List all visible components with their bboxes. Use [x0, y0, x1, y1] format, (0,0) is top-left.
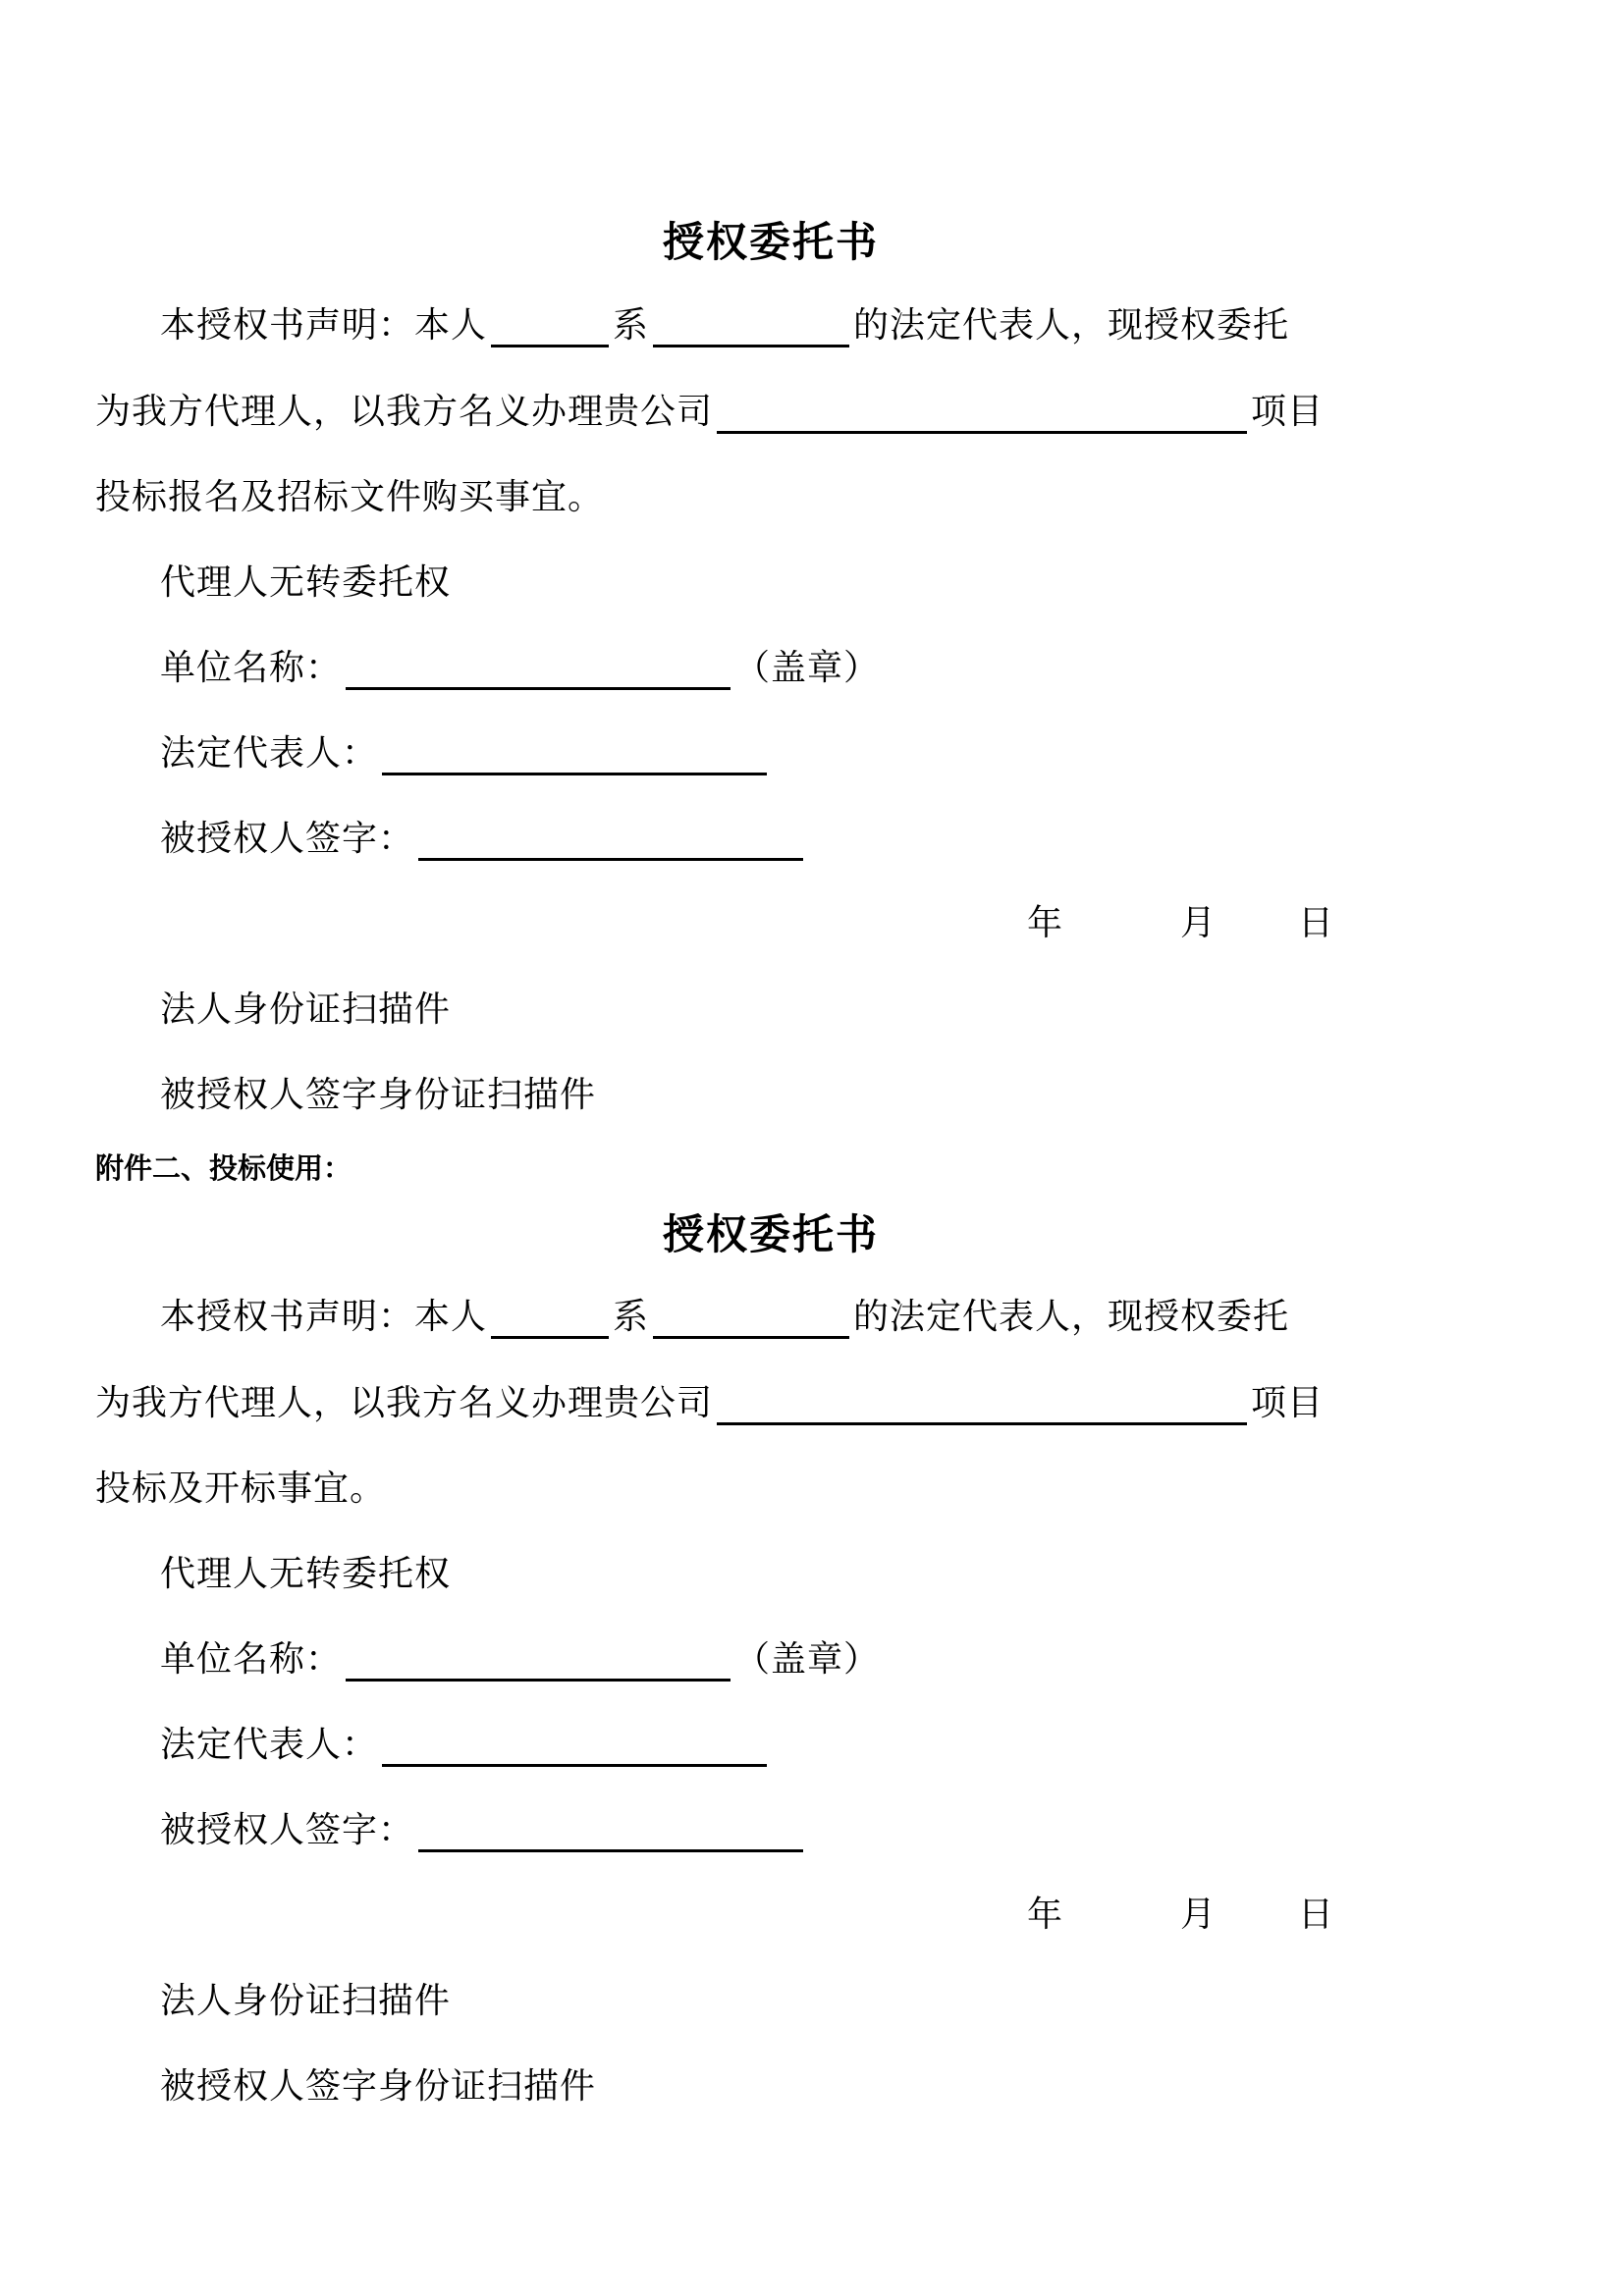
legal-rep-row: [160, 732, 771, 775]
signature-row-2: [160, 1809, 807, 1852]
unit-name-blank[interactable]: [346, 1647, 731, 1682]
purpose-line-2: 投标及开标事宜。: [95, 1468, 387, 1509]
date-day-2: 日: [1298, 1895, 1334, 1935]
attachment-agent-id-2: 被授权人签字身份证扫描件: [160, 2066, 597, 2107]
legal-rep-blank[interactable]: [382, 741, 767, 775]
attachment-legal-id: 法人身份证扫描件: [160, 989, 452, 1030]
agent-prefix: 为我方代理人，以我方名义办理贵公司: [95, 1383, 714, 1423]
seal-note: （盖章）: [734, 1639, 881, 1680]
unit-name-row-2: [160, 1638, 880, 1682]
legal-rep-blank[interactable]: [382, 1733, 767, 1767]
statement-suffix: 的法定代表人，现授权委托: [853, 305, 1290, 346]
statement-suffix: 的法定代表人，现授权委托: [853, 1297, 1290, 1337]
name-blank[interactable]: [491, 1305, 609, 1339]
unit-name-blank[interactable]: [346, 656, 731, 690]
no-delegation-text-2: 代理人无转委托权: [160, 1554, 452, 1594]
unit-name-row: [160, 647, 880, 690]
date-day: 日: [1298, 903, 1334, 943]
agent-suffix: 项目: [1251, 392, 1325, 432]
signature-label: 被授权人签字：: [160, 1810, 415, 1850]
document-title-2: 授权委托书: [662, 1210, 879, 1258]
legal-rep-row-2: [160, 1724, 771, 1767]
unit-name-label: 单位名称：: [160, 1639, 343, 1680]
purpose-line: 投标报名及招标文件购买事宜。: [95, 477, 605, 517]
seal-note: （盖章）: [734, 648, 881, 688]
company-blank[interactable]: [653, 1305, 849, 1339]
signature-row: [160, 818, 807, 861]
agent-line: [95, 391, 1324, 434]
statement-prefix: 本授权书声明：本人: [160, 305, 488, 346]
legal-rep-label: 法定代表人：: [160, 733, 379, 774]
date-year: 年: [1027, 903, 1063, 943]
project-blank[interactable]: [717, 400, 1247, 434]
date-year-2: 年: [1027, 1895, 1063, 1935]
no-delegation-text: 代理人无转委托权: [160, 562, 452, 603]
statement-mid: 系: [613, 1297, 650, 1337]
statement-line: [160, 304, 1289, 347]
signature-blank[interactable]: [418, 827, 803, 861]
attachment-agent-id: 被授权人签字身份证扫描件: [160, 1075, 597, 1115]
agent-suffix: 项目: [1251, 1383, 1325, 1423]
appendix-heading: 附件二、投标使用：: [95, 1151, 352, 1185]
signature-blank[interactable]: [418, 1818, 803, 1852]
legal-rep-label: 法定代表人：: [160, 1725, 379, 1765]
document-title: 授权委托书: [662, 218, 879, 266]
unit-name-label: 单位名称：: [160, 648, 343, 688]
attachment-legal-id-2: 法人身份证扫描件: [160, 1981, 452, 2021]
date-month-2: 月: [1180, 1895, 1217, 1935]
agent-prefix: 为我方代理人，以我方名义办理贵公司: [95, 392, 714, 432]
statement-mid: 系: [613, 305, 650, 346]
statement-prefix: 本授权书声明：本人: [160, 1297, 488, 1337]
project-blank[interactable]: [717, 1391, 1247, 1425]
agent-line-2: [95, 1382, 1324, 1425]
name-blank[interactable]: [491, 313, 609, 347]
company-blank[interactable]: [653, 313, 849, 347]
date-month: 月: [1180, 903, 1217, 943]
statement-line-2: [160, 1296, 1289, 1339]
signature-label: 被授权人签字：: [160, 819, 415, 859]
